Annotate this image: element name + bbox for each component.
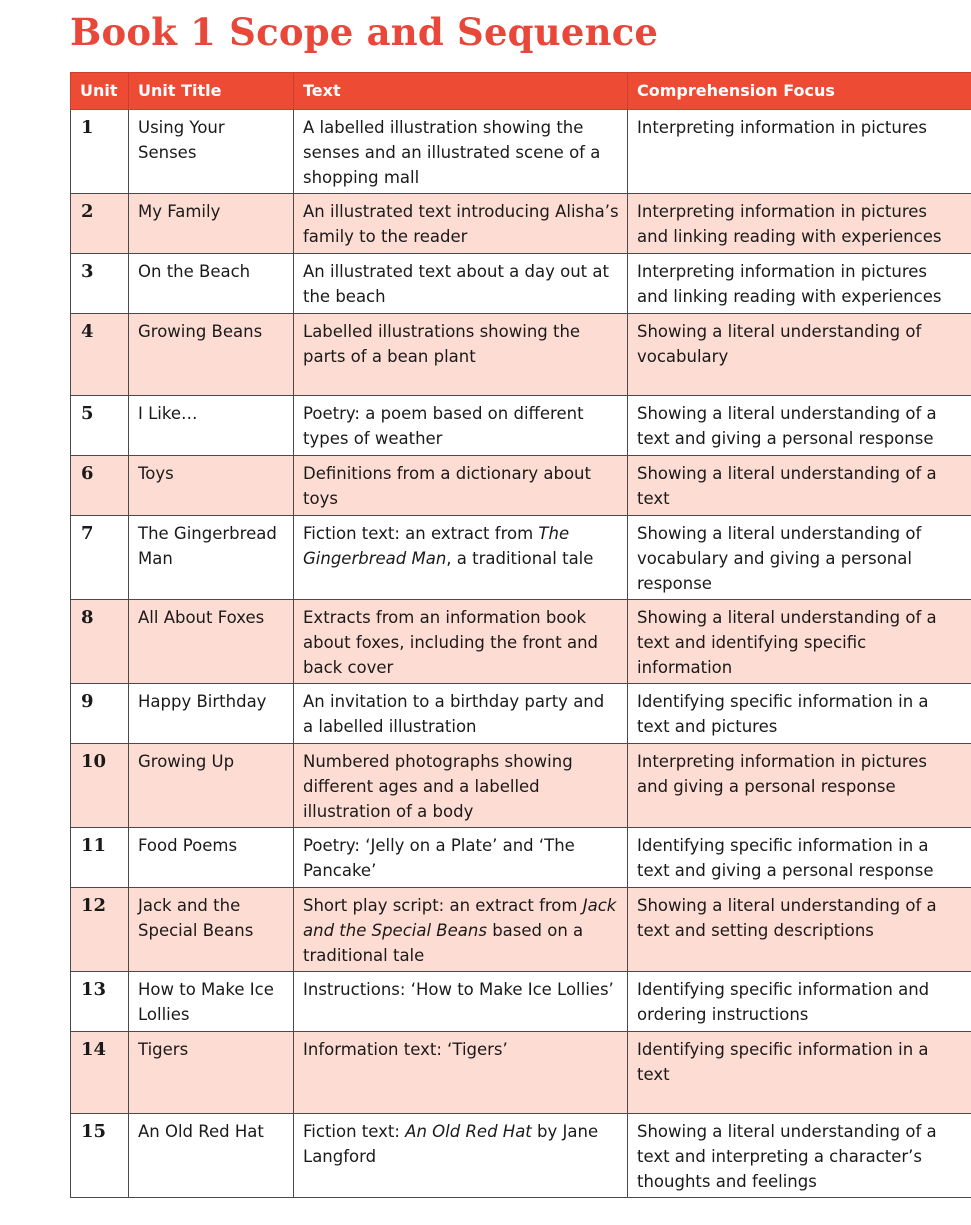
comprehension-focus: Showing a literal understanding of vocabulary: [628, 314, 971, 396]
table-row: [71, 456, 971, 516]
unit-number: 7: [71, 516, 129, 600]
table-body: [71, 110, 971, 1198]
unit-text: Numbered photographs showing different ages and a labelled illustration of a body: [294, 744, 628, 828]
unit-title: Happy Birthday: [129, 684, 294, 744]
table-row: [71, 254, 971, 314]
scope-sequence-table: [70, 72, 971, 1198]
unit-text: An invitation to a birthday party and a labelled illustration: [294, 684, 628, 744]
unit-title: An Old Red Hat: [129, 1114, 294, 1198]
table-row: [71, 888, 971, 972]
unit-number: 12: [71, 888, 129, 972]
unit-title: The Gingerbread Man: [129, 516, 294, 600]
text-fragment: by Jane Langford: [303, 1122, 599, 1166]
unit-number: 11: [71, 828, 129, 888]
table-row: [71, 600, 971, 684]
unit-text: Instructions: ‘How to Make Ice Lollies’: [294, 972, 628, 1032]
text-italic-title: The Gingerbread Man: [303, 524, 570, 568]
unit-number: 1: [71, 110, 129, 194]
comprehension-focus: Showing a literal understanding of a text: [628, 456, 971, 516]
table-row: [71, 110, 971, 194]
text-fragment: based on a traditional tale: [303, 921, 584, 965]
unit-text: Information text: ‘Tigers’: [294, 1032, 628, 1114]
comprehension-focus: Interpreting information in pictures: [628, 110, 971, 194]
unit-title: Using Your Senses: [129, 110, 294, 194]
unit-text: Poetry: a poem based on different types of weather: [294, 396, 628, 456]
comprehension-focus: Showing a literal understanding of a text and giving a personal response: [628, 396, 971, 456]
unit-number: 15: [71, 1114, 129, 1198]
unit-text: Poetry: ‘Jelly on a Plate’ and ‘The Pancake’: [294, 828, 628, 888]
table-header-row: [71, 73, 971, 110]
table-row: [71, 828, 971, 888]
unit-title: My Family: [129, 194, 294, 254]
unit-number: 5: [71, 396, 129, 456]
comprehension-focus: Identifying specific information in a text and pictures: [628, 684, 971, 744]
text-fragment: Short play script: an extract from: [303, 896, 583, 915]
header-comprehension-focus: Comprehension Focus: [628, 73, 971, 110]
unit-title: Tigers: [129, 1032, 294, 1114]
table-row: [71, 396, 971, 456]
unit-text: Extracts from an information book about foxes, including the front and back cover: [294, 600, 628, 684]
text-fragment: Fiction text:: [303, 1122, 406, 1141]
comprehension-focus: Showing a literal understanding of a text and interpreting a character’s thoughts and feelings: [628, 1114, 971, 1198]
unit-title: I Like…: [129, 396, 294, 456]
table-row: [71, 1114, 971, 1198]
unit-number: 14: [71, 1032, 129, 1114]
comprehension-focus: Identifying specific information in a text: [628, 1032, 971, 1114]
table-row: [71, 972, 971, 1032]
header-unit-title: Unit Title: [129, 73, 294, 110]
unit-number: 8: [71, 600, 129, 684]
text-fragment: Fiction text: an extract from: [303, 524, 539, 543]
unit-number: 3: [71, 254, 129, 314]
text-italic-title: Jack and the Special Beans: [303, 896, 617, 940]
comprehension-focus: Identifying specific information in a text and giving a personal response: [628, 828, 971, 888]
unit-text: An illustrated text about a day out at the beach: [294, 254, 628, 314]
unit-text: Labelled illustrations showing the parts of a bean plant: [294, 314, 628, 396]
comprehension-focus: Identifying specific information and ordering instructions: [628, 972, 971, 1032]
unit-number: 6: [71, 456, 129, 516]
unit-text: [294, 516, 628, 600]
unit-title: On the Beach: [129, 254, 294, 314]
comprehension-focus: Showing a literal understanding of a text and setting descriptions: [628, 888, 971, 972]
unit-number: 13: [71, 972, 129, 1032]
unit-text: Definitions from a dictionary about toys: [294, 456, 628, 516]
unit-text: [294, 1114, 628, 1198]
text-fragment: , a traditional tale: [446, 549, 594, 568]
comprehension-focus: Showing a literal understanding of vocabulary and giving a personal response: [628, 516, 971, 600]
unit-text: [294, 888, 628, 972]
unit-number: 10: [71, 744, 129, 828]
unit-title: Growing Up: [129, 744, 294, 828]
page-title: Book 1 Scope and Sequence: [70, 10, 659, 54]
header-text: Text: [294, 73, 628, 110]
table-row: [71, 1032, 971, 1114]
unit-title: Growing Beans: [129, 314, 294, 396]
unit-number: 9: [71, 684, 129, 744]
unit-number: 2: [71, 194, 129, 254]
table-row: [71, 744, 971, 828]
comprehension-focus: Interpreting information in pictures and giving a personal response: [628, 744, 971, 828]
unit-title: How to Make Ice Lollies: [129, 972, 294, 1032]
unit-title: Food Poems: [129, 828, 294, 888]
text-italic-title: An Old Red Hat: [405, 1122, 532, 1141]
unit-title: Jack and the Special Beans: [129, 888, 294, 972]
unit-title: All About Foxes: [129, 600, 294, 684]
header-unit: Unit: [71, 73, 129, 110]
table-row: [71, 194, 971, 254]
unit-title: Toys: [129, 456, 294, 516]
unit-text: An illustrated text introducing Alisha’s family to the reader: [294, 194, 628, 254]
comprehension-focus: Interpreting information in pictures and linking reading with experiences: [628, 194, 971, 254]
comprehension-focus: Interpreting information in pictures and linking reading with experiences: [628, 254, 971, 314]
unit-number: 4: [71, 314, 129, 396]
table-row: [71, 516, 971, 600]
comprehension-focus: Showing a literal understanding of a text and identifying specific information: [628, 600, 971, 684]
unit-text: A labelled illustration showing the senses and an illustrated scene of a shopping mall: [294, 110, 628, 194]
table-row: [71, 684, 971, 744]
table-row: [71, 314, 971, 396]
